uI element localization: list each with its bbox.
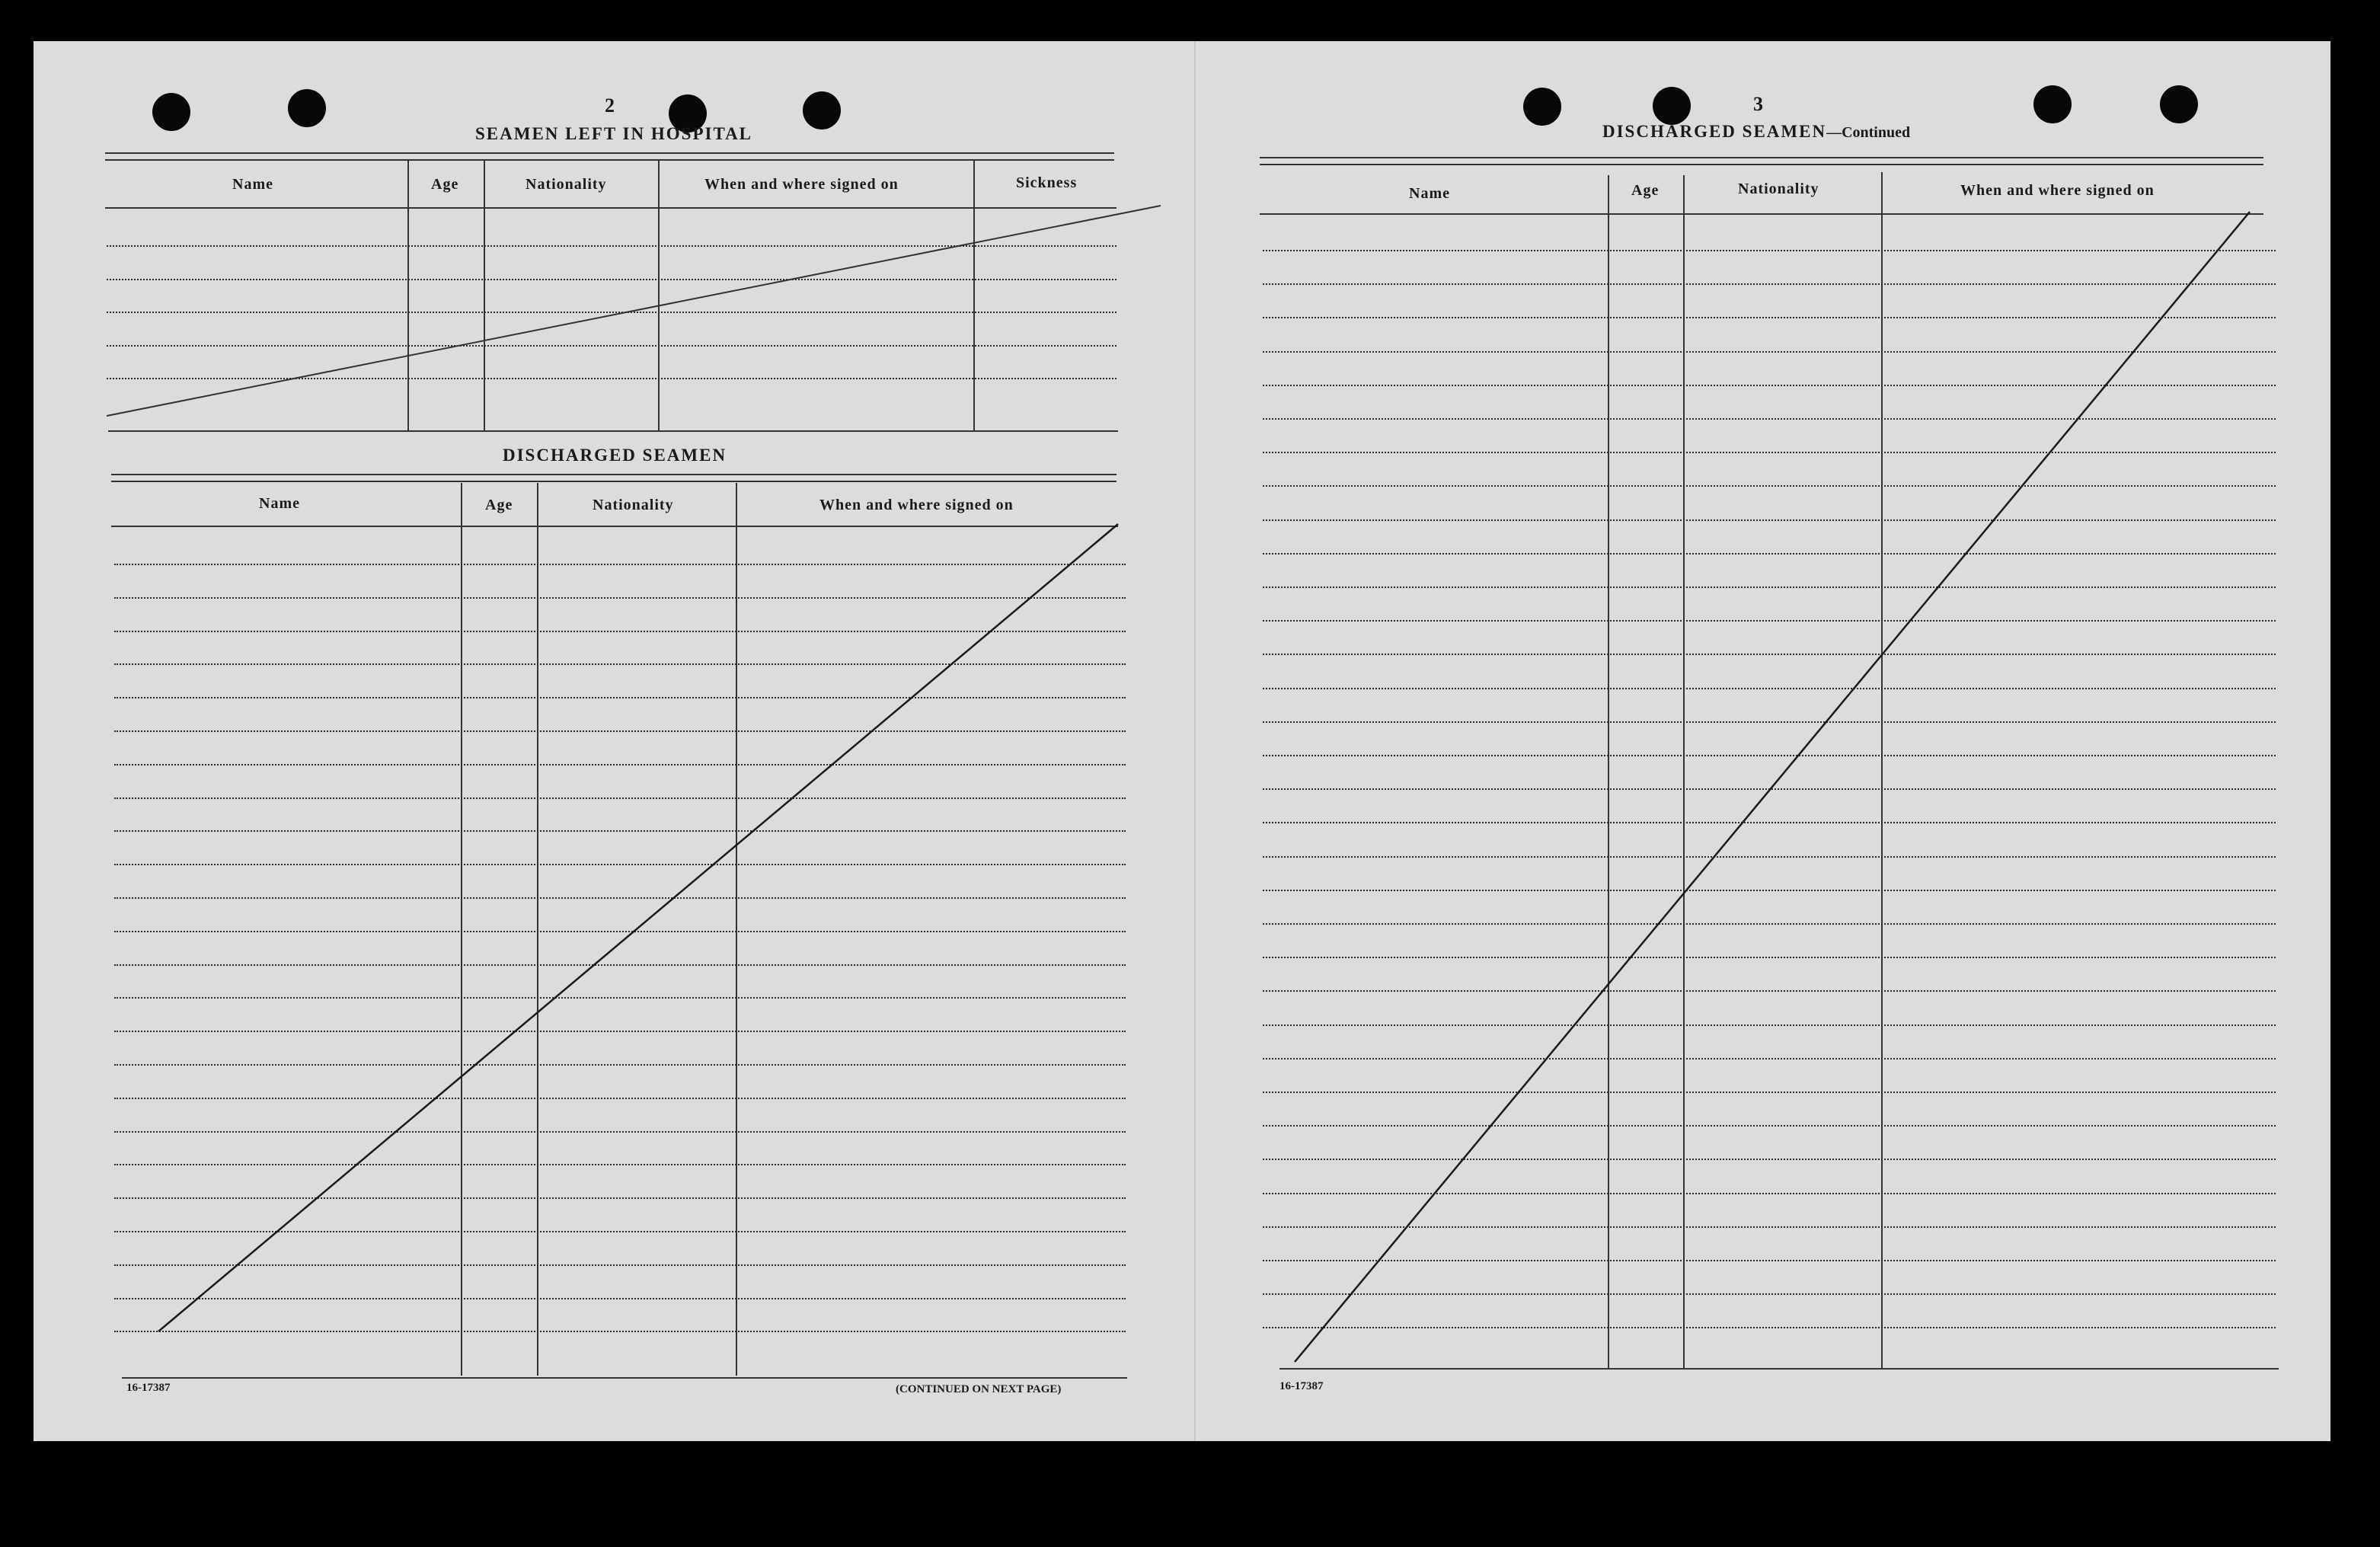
section-title-suffix: —Continued (1826, 124, 1911, 141)
section-title-main: DISCHARGED SEAMEN (1602, 122, 1827, 141)
col-header-nationality: Nationality (526, 176, 607, 193)
col-header-sickness: Sickness (1016, 174, 1078, 191)
col-header-nationality: Nationality (1738, 181, 1819, 197)
col-header-signed-on: When and where signed on (1960, 182, 2155, 199)
strike-line-discharged-left (158, 524, 1118, 1331)
continued-note: (CONTINUED ON NEXT PAGE) (896, 1383, 1062, 1395)
form-number: 16-17387 (1279, 1380, 1324, 1392)
col-header-signed-on: When and where signed on (819, 497, 1014, 513)
col-header-age: Age (1631, 182, 1660, 199)
col-header-age: Age (485, 497, 513, 513)
page-number: 2 (605, 94, 615, 117)
page-number: 3 (1753, 93, 1763, 115)
col-header-age: Age (431, 176, 459, 193)
col-header-nationality: Nationality (593, 497, 674, 513)
col-header-name: Name (1409, 185, 1450, 202)
col-header-name: Name (259, 495, 300, 512)
col-header-signed-on: When and where signed on (704, 176, 899, 193)
section-title-hospital: SEAMEN LEFT IN HOSPITAL (475, 124, 753, 143)
col-header-name: Name (232, 176, 273, 193)
section-title-discharged: DISCHARGED SEAMEN (503, 446, 727, 465)
strike-line-hospital (107, 206, 1161, 416)
strike-line-discharged-right (1295, 212, 2250, 1362)
form-number: 16-17387 (126, 1382, 171, 1394)
